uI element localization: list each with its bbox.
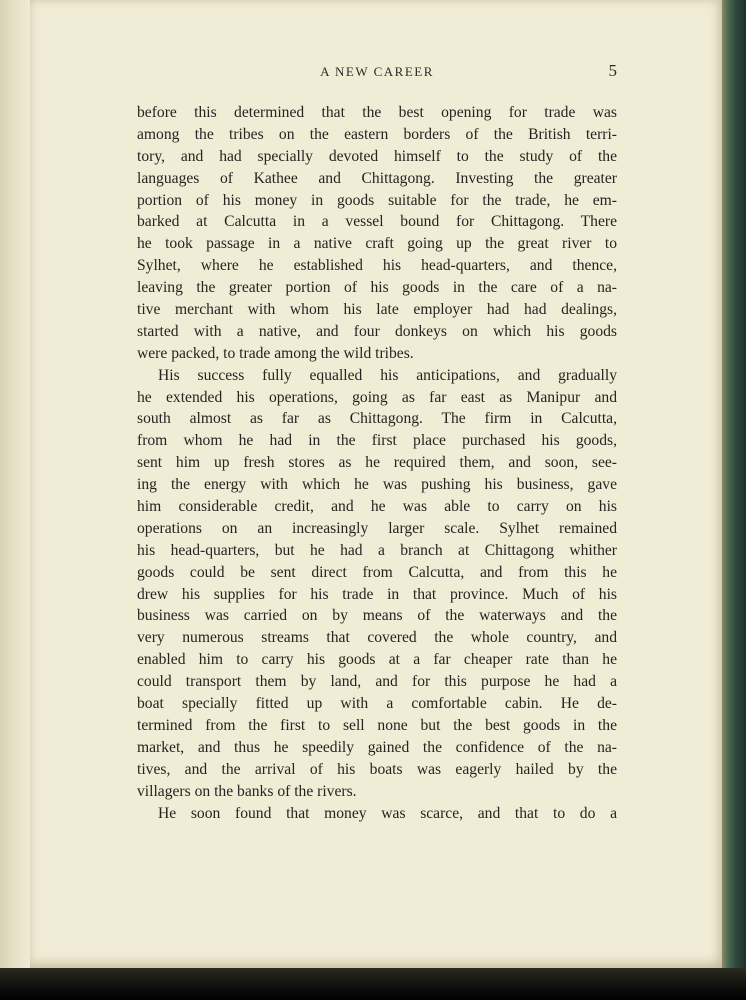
text-line: among the tribes on the eastern borders of the British terri- [137,125,617,143]
text-line: barked at Calcutta in a vessel bound for Chittagong. There [137,213,617,231]
text-line: Sylhet, where he established his head-quarters, and thence, [137,257,617,275]
text-line: were packed, to trade among the wild tribes. [137,344,414,362]
page-number: 5 [608,61,617,80]
text-line: before this determined that the best opening for trade was [137,104,617,121]
text-line: operations on an increasingly larger scale. Sylhet remained [137,519,617,537]
body-text [137,102,617,824]
text-line: he took passage in a native craft going up the great river to [137,235,617,253]
text-line: goods could be sent direct from Calcutta, and from this he [137,563,617,581]
text-line: tory, and had specially devoted himself to the study of the [137,147,617,165]
text-line: languages of Kathee and Chittagong. Investing the greater [137,169,617,187]
text-line: south almost as far as Chittagong. The firm in Calcutta, [137,410,617,428]
page-header [30,61,724,88]
text-line: business was carried on by means of the waterways and the [137,607,617,625]
running-head: A NEW CAREER [320,64,434,79]
text-line: market, and thus he speedily gained the confidence of the na- [137,738,617,756]
text-line: could transport them by land, and for this purpose he had a [137,673,617,691]
text-line: from whom he had in the first place purchased his goods, [137,432,617,450]
text-line: sent him up fresh stores as he required them, and soon, see- [137,454,617,472]
text-line: very numerous streams that covered the whole country, and [137,629,617,647]
text-line: tive merchant with whom his late employer had had dealings, [137,301,617,319]
text-line: boat specially fitted up with a comfortable cabin. He de- [137,695,617,713]
text-line: His success fully equalled his anticipations, and gradually [158,366,617,384]
text-line: he extended his operations, going as far east as Manipur and [137,388,617,406]
text-line: tives, and the arrival of his boats was eagerly hailed by the [137,760,617,778]
text-line: ing the energy with which he was pushing his business, gave [137,476,617,494]
text-line: leaving the greater portion of his goods in the care of a na- [137,279,617,297]
book-cover-edge [722,0,746,975]
text-line: his head-quarters, but he had a branch at Chittagong whither [137,541,617,559]
book-gutter [0,0,30,975]
text-line: villagers on the banks of the rivers. [137,782,357,800]
text-line: He soon found that money was scarce, and that to do a [158,804,617,822]
text-line: portion of his money in goods suitable for the trade, he em- [137,191,617,209]
text-line: him considerable credit, and he was able to carry on his [137,498,617,516]
text-line: started with a native, and four donkeys on which his goods [137,322,617,340]
text-line: termined from the first to sell none but the best goods in the [137,716,617,734]
text-line: drew his supplies for his trade in that province. Much of his [137,585,617,603]
text-line: enabled him to carry his goods at a far cheaper rate than he [137,651,617,669]
book-bottom-edge [0,968,746,1000]
